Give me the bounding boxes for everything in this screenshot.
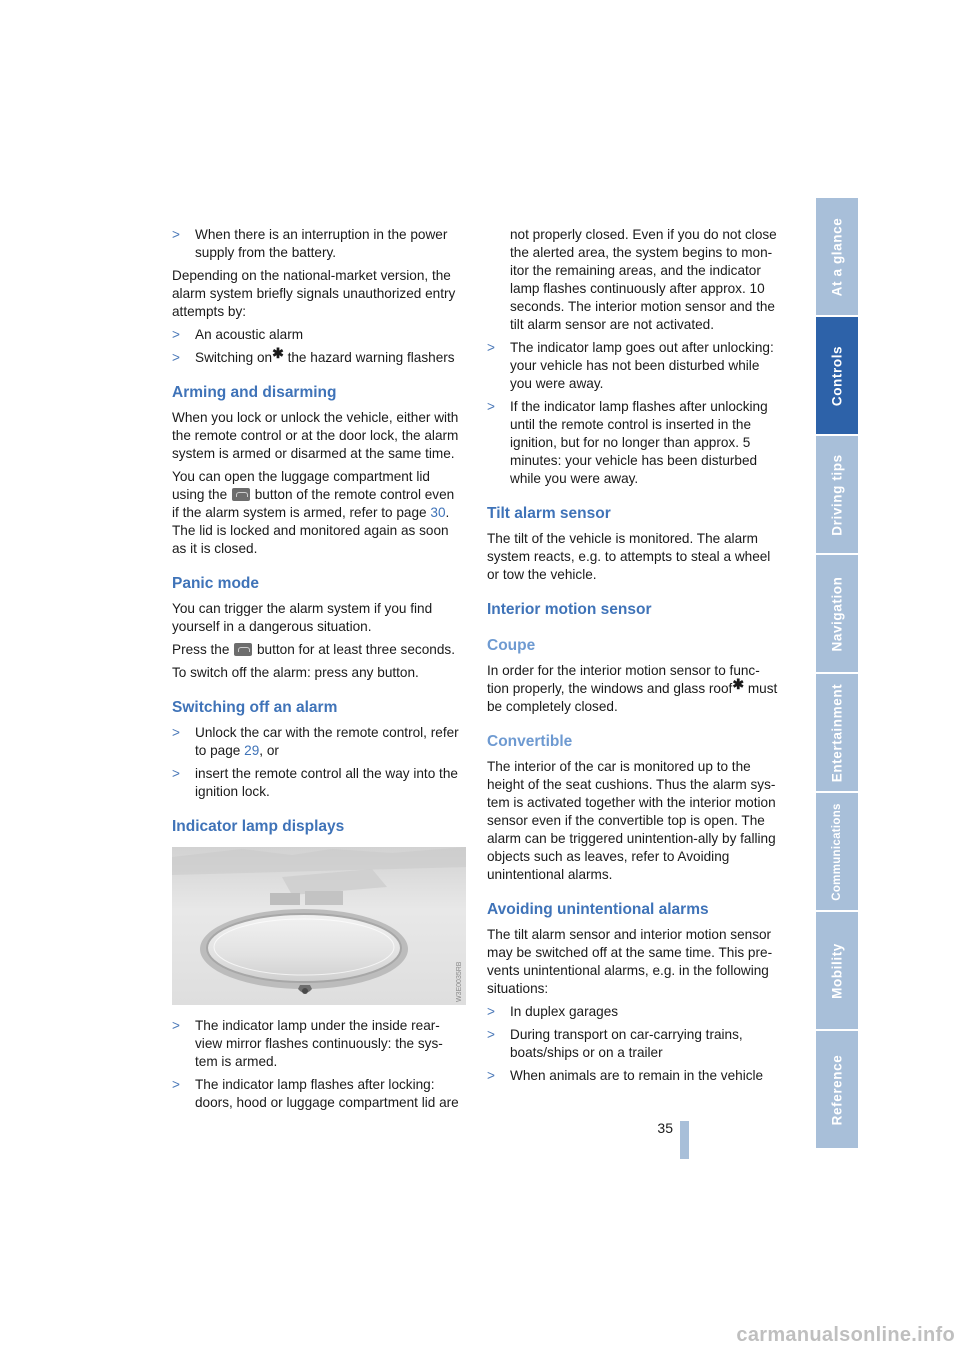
paragraph: When you lock or unlock the vehicle, either with the remote control or at the door lock, the alarm system is armed or disarmed at the same time. [172, 410, 459, 461]
section-tabs [816, 198, 858, 1150]
text-run: Press the [172, 642, 234, 657]
bullet-marker: > [487, 1027, 495, 1042]
bullet-marker: > [172, 327, 180, 342]
bullet-marker: > [172, 725, 180, 740]
heading-avoiding-alarms: Avoiding unintentional alarms [487, 901, 709, 918]
mirror-illustration [172, 847, 466, 1005]
bullet-marker: > [172, 1018, 180, 1033]
list-item [487, 398, 779, 488]
page-link-30[interactable]: 30 [430, 505, 446, 520]
heading-tilt-alarm: Tilt alarm sensor [487, 505, 611, 522]
tab-navigation[interactable] [816, 555, 858, 674]
list-item [487, 339, 779, 393]
list-item [487, 1003, 779, 1021]
tab-label: Communications [831, 802, 843, 901]
tab-label: Navigation [829, 575, 845, 652]
tab-entertainment[interactable] [816, 674, 858, 793]
bullet-marker: > [172, 350, 180, 365]
tab-label: Mobility [829, 942, 845, 999]
optional-equipment-star-icon: ✱ [732, 676, 745, 692]
watermark: carmanualsonline.info [736, 1324, 955, 1346]
list-item [487, 1026, 779, 1062]
text-run: Unlock the car with the remote control, refer to page [195, 725, 459, 758]
bullet-marker: > [172, 766, 180, 781]
page-marker-bar [680, 1121, 689, 1159]
list-item-text: When animals are to remain in the vehicle [510, 1068, 764, 1083]
text-run: You can open the luggage compartment lid using the [172, 469, 430, 502]
bullet-marker: > [487, 340, 495, 355]
list-item [172, 326, 464, 344]
list-item [487, 1067, 779, 1085]
paragraph: The tilt alarm sensor and interior motion sensor may be switched off at the same time. This pre-vents unintentional alarms, e.g. in the following situations: [487, 927, 773, 996]
paragraph [172, 468, 464, 558]
bullet-marker: > [172, 1077, 180, 1092]
text-run: . The lid is locked and monitored again as soon as it is closed. [172, 505, 450, 556]
bullet-marker: > [487, 399, 495, 414]
heading-switching-off: Switching off an alarm [172, 699, 338, 716]
text-run: button for at least three seconds. [253, 642, 455, 657]
tab-controls[interactable] [816, 317, 858, 436]
list-item-text: An acoustic alarm [195, 327, 304, 342]
tab-label: Reference [829, 1054, 845, 1125]
paragraph-continued: not properly closed. Even if you do not close the alerted area, the system begins to mon-itor the remaining areas, and the indicator lamp flashes continuously after approx. 10 seconds. The interior motion sensor and the tilt alarm sensor are not activated. [510, 227, 777, 332]
tab-label: At a glance [829, 217, 845, 296]
paragraph: You can trigger the alarm system if you find yourself in a dangerous situation. [172, 601, 433, 634]
list-item-text: insert the remote control all the way into the ignition lock. [195, 766, 458, 799]
bullet-marker: > [487, 1004, 495, 1019]
paragraph [172, 641, 464, 659]
paragraph: To switch off the alarm: press any button. [172, 665, 419, 680]
bullet-marker: > [487, 1068, 495, 1083]
list-item-text: If the indicator lamp flashes after unlocking until the remote control is inserted in the ignition, but for no longer than approx. 5 minutes: your vehicle has been disturbed while you were away. [510, 399, 768, 486]
heading-arming: Arming and disarming [172, 384, 337, 401]
text-run: must be completely closed. [487, 681, 778, 714]
heading-panic-mode: Panic mode [172, 575, 259, 592]
list-item-text: Switching on [195, 350, 273, 365]
tab-communications[interactable] [816, 793, 858, 912]
page-number: 35 [657, 1120, 673, 1136]
tab-at-a-glance[interactable] [816, 198, 858, 317]
bullet-marker: > [172, 227, 180, 242]
tab-label: Driving tips [829, 453, 845, 536]
list-item [172, 1017, 464, 1071]
list-item [172, 226, 464, 262]
right-column [487, 226, 779, 1090]
text-run: , or [259, 743, 279, 758]
paragraph: The interior of the car is monitored up to the height of the seat cushions. Thus the alarm sys-tem is activated together with the interior motion sensor even if the convertible top is open. The alarm can be triggered unintention-ally by falling objects such as leaves, refer to Avoiding unintentional alarms. [487, 759, 776, 882]
figure-code: W3E0035RB [456, 961, 463, 1002]
list-item-text: The indicator lamp under the inside rear-view mirror flashes continuously: the sys-tem is armed. [195, 1018, 443, 1069]
subheading-convertible: Convertible [487, 733, 573, 750]
text-run: In order for the interior motion sensor to func-tion properly, the windows and glass roof [487, 663, 760, 696]
list-item-text: In duplex garages [510, 1004, 619, 1019]
luggage-compartment-button-icon [232, 488, 250, 501]
left-column [172, 226, 464, 1117]
tab-label: Entertainment [829, 683, 845, 782]
list-item-text: When there is an interruption in the power supply from the battery. [195, 227, 448, 260]
list-item [172, 724, 464, 760]
page-link-29[interactable]: 29 [244, 743, 260, 758]
paragraph: The tilt of the vehicle is monitored. The alarm system reacts, e.g. to attempts to steal a wheel or tow the vehicle. [487, 531, 771, 582]
tab-driving-tips[interactable] [816, 436, 858, 555]
list-item-text: The indicator lamp flashes after locking: doors, hood or luggage compartment lid are [195, 1077, 459, 1110]
tab-mobility[interactable] [816, 912, 858, 1031]
tab-reference[interactable] [816, 1031, 858, 1150]
tab-label: Controls [829, 345, 845, 406]
list-item [172, 765, 464, 801]
list-item-text: The indicator lamp goes out after unlocking: your vehicle has not been disturbed while you were away. [510, 340, 774, 391]
text-run: button of the remote control even if the alarm system is armed, refer to page [172, 487, 455, 520]
panic-button-icon [234, 643, 252, 656]
list-item-text: the hazard warning flashers [283, 350, 455, 365]
list-item [172, 345, 464, 367]
optional-equipment-star-icon: ✱ [272, 345, 284, 361]
rearview-mirror-icon [172, 847, 466, 1005]
heading-indicator-lamp: Indicator lamp displays [172, 818, 345, 835]
subheading-coupe: Coupe [487, 637, 536, 654]
paragraph: Depending on the national-market version, the alarm system briefly signals unauthorized entry attempts by: [172, 268, 456, 319]
heading-interior-motion: Interior motion sensor [487, 601, 652, 618]
list-item [172, 1076, 464, 1112]
list-item-text: During transport on car-carrying trains, boats/ships or on a trailer [510, 1027, 743, 1060]
paragraph [487, 662, 779, 716]
